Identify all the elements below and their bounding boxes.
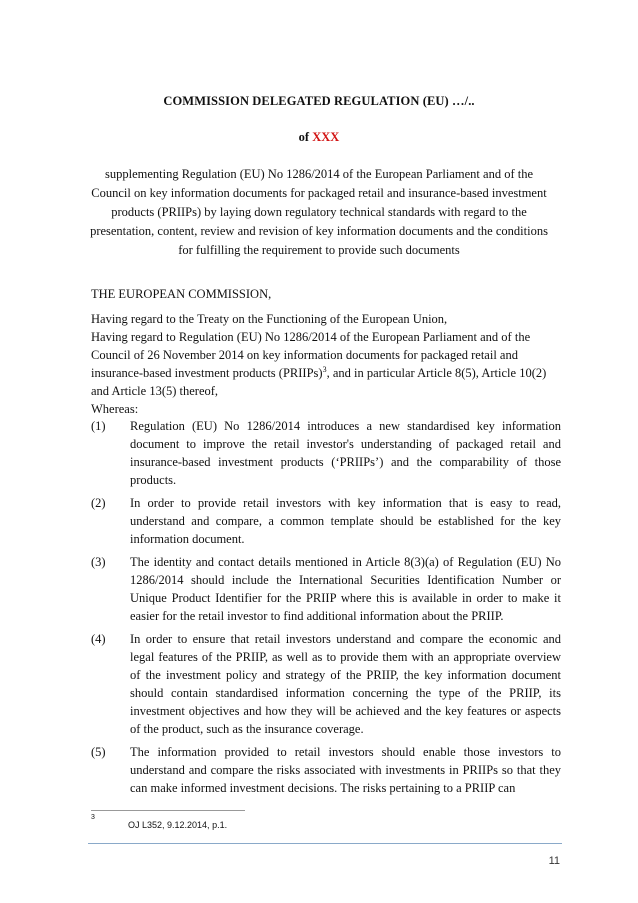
recital-item — [91, 743, 561, 797]
recitals-list — [91, 417, 561, 802]
having-regard-treaty: Having regard to the Treaty on the Functioning of the European Union, — [91, 312, 448, 326]
recital-number: (1) — [91, 419, 106, 433]
recital-item — [91, 630, 561, 738]
recital-number: (2) — [91, 496, 106, 510]
recital-item — [91, 417, 561, 489]
having-regard-regulation-articles: , and in particular Article 8(5), Article 10(2) and Article 13(5) thereof, — [91, 366, 547, 398]
regulation-title: COMMISSION DELEGATED REGULATION (EU) …/.. — [163, 94, 475, 108]
page-footer-rule — [88, 843, 562, 844]
recital-number: (5) — [91, 745, 106, 759]
recital-item — [91, 553, 561, 625]
recital-text: In order to ensure that retail investors understand and compare the economic and legal features of the PRIIP, as well as to provide them with an appropriate overview of the investment policy and strategy of the PRIIP, the key information document should contain standardised information concerning the type of the PRIIP, its investment objectives and how they will be achieved and the key features or aspects of the product, such as the insurance coverage. — [130, 632, 561, 736]
of-prefix: of — [298, 130, 310, 144]
footnote-divider — [91, 810, 245, 811]
recital-text: Regulation (EU) No 1286/2014 introduces a new standardised key information document to improve the retail investor's understanding of packaged retail and insurance-based investment products (‘PRIIPs’) and the comparability of those products. — [130, 419, 561, 487]
recital-text: The identity and contact details mentioned in Article 8(3)(a) of Regulation (EU) No 1286/2014 should include the International Securities Identification Number or Unique Product Identifier for the PRIIP where this is available in order to make it easier for the retail investor to find additional information about the PRIIP. — [130, 555, 561, 623]
whereas-label: Whereas: — [91, 402, 139, 416]
recital-item — [91, 494, 561, 548]
footnote-reference: 3 — [322, 364, 327, 374]
recital-text: The information provided to retail investors should enable those investors to understand and compare the risks associated with investments in PRIIPs so that they can make informed investment decisions. The risks pertaining to a PRIIP can — [130, 745, 561, 795]
footnote — [91, 814, 228, 830]
page-number: 11 — [548, 855, 560, 867]
of-line — [0, 130, 638, 145]
recital-number: (3) — [91, 555, 106, 569]
having-regard-block — [91, 310, 561, 418]
footnote-text: OJ L352, 9.12.2014, p.1. — [128, 820, 228, 830]
regulation-subtitle: supplementing Regulation (EU) No 1286/2014 of the European Parliament and of the Council on key information documents for packaged retail and insurance-based investment products (PRIIPs) by laying down regulatory technical standards with regard to the presentation, content, review and revision of key information documents and the conditions for fulfilling the requirement to provide such documents — [90, 167, 548, 257]
recital-number: (4) — [91, 632, 106, 646]
recital-text: In order to provide retail investors with key information that is easy to read, understand and compare, a common template should be established for the key information document. — [130, 496, 561, 546]
of-placeholder: XXX — [312, 130, 340, 144]
having-regard-regulation-text: Having regard to Regulation (EU) No 1286/2014 of the European Parliament and of the Council of 26 November 2014 on key information documents for packaged retail and insurance-based investment products (PRIIPs) — [91, 330, 531, 380]
commission-heading: THE EUROPEAN COMMISSION, — [91, 287, 272, 301]
having-regard-regulation — [91, 328, 561, 400]
footnote-mark: 3 — [91, 814, 95, 821]
